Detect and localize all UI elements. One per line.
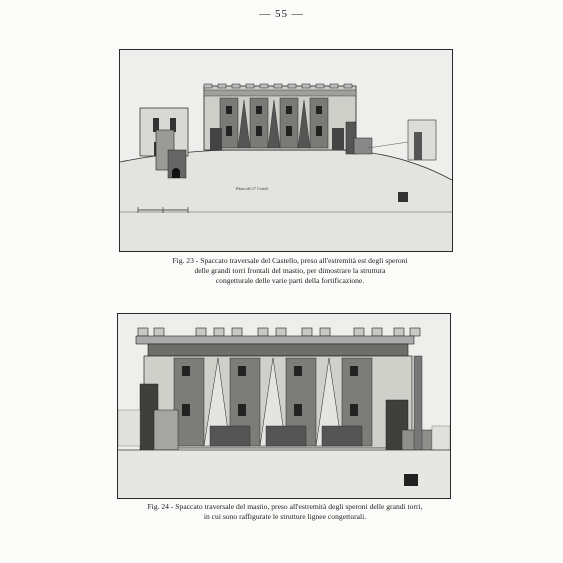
figure-23-drawing (119, 49, 453, 252)
caption-line: Fig. 23 - Spaccato traversale del Castello, preso all'estremità est degli speroni (172, 256, 408, 265)
page-number: — 55 — (259, 8, 304, 20)
figure-23-caption (145, 256, 435, 286)
castle-cross-section-illustration (120, 50, 452, 251)
caption-line: congetturale delle varie parti della fortificazione. (215, 276, 365, 285)
drawing-label: Piano del 2° Cortile (236, 186, 269, 191)
caption-line: Fig. 24 - Spaccato traversale del mastio, preso all'estremità degli speroni delle grandi torri, (147, 502, 423, 511)
caption-line: delle grandi torri frontali del mastio, per dimostrare la struttura (194, 266, 386, 275)
figure-24-caption (120, 502, 450, 522)
keep-cross-section-illustration (118, 314, 450, 498)
caption-line: in cui sono raffigurate le strutture lignee congetturali. (203, 512, 367, 521)
figure-24-drawing (117, 313, 451, 499)
